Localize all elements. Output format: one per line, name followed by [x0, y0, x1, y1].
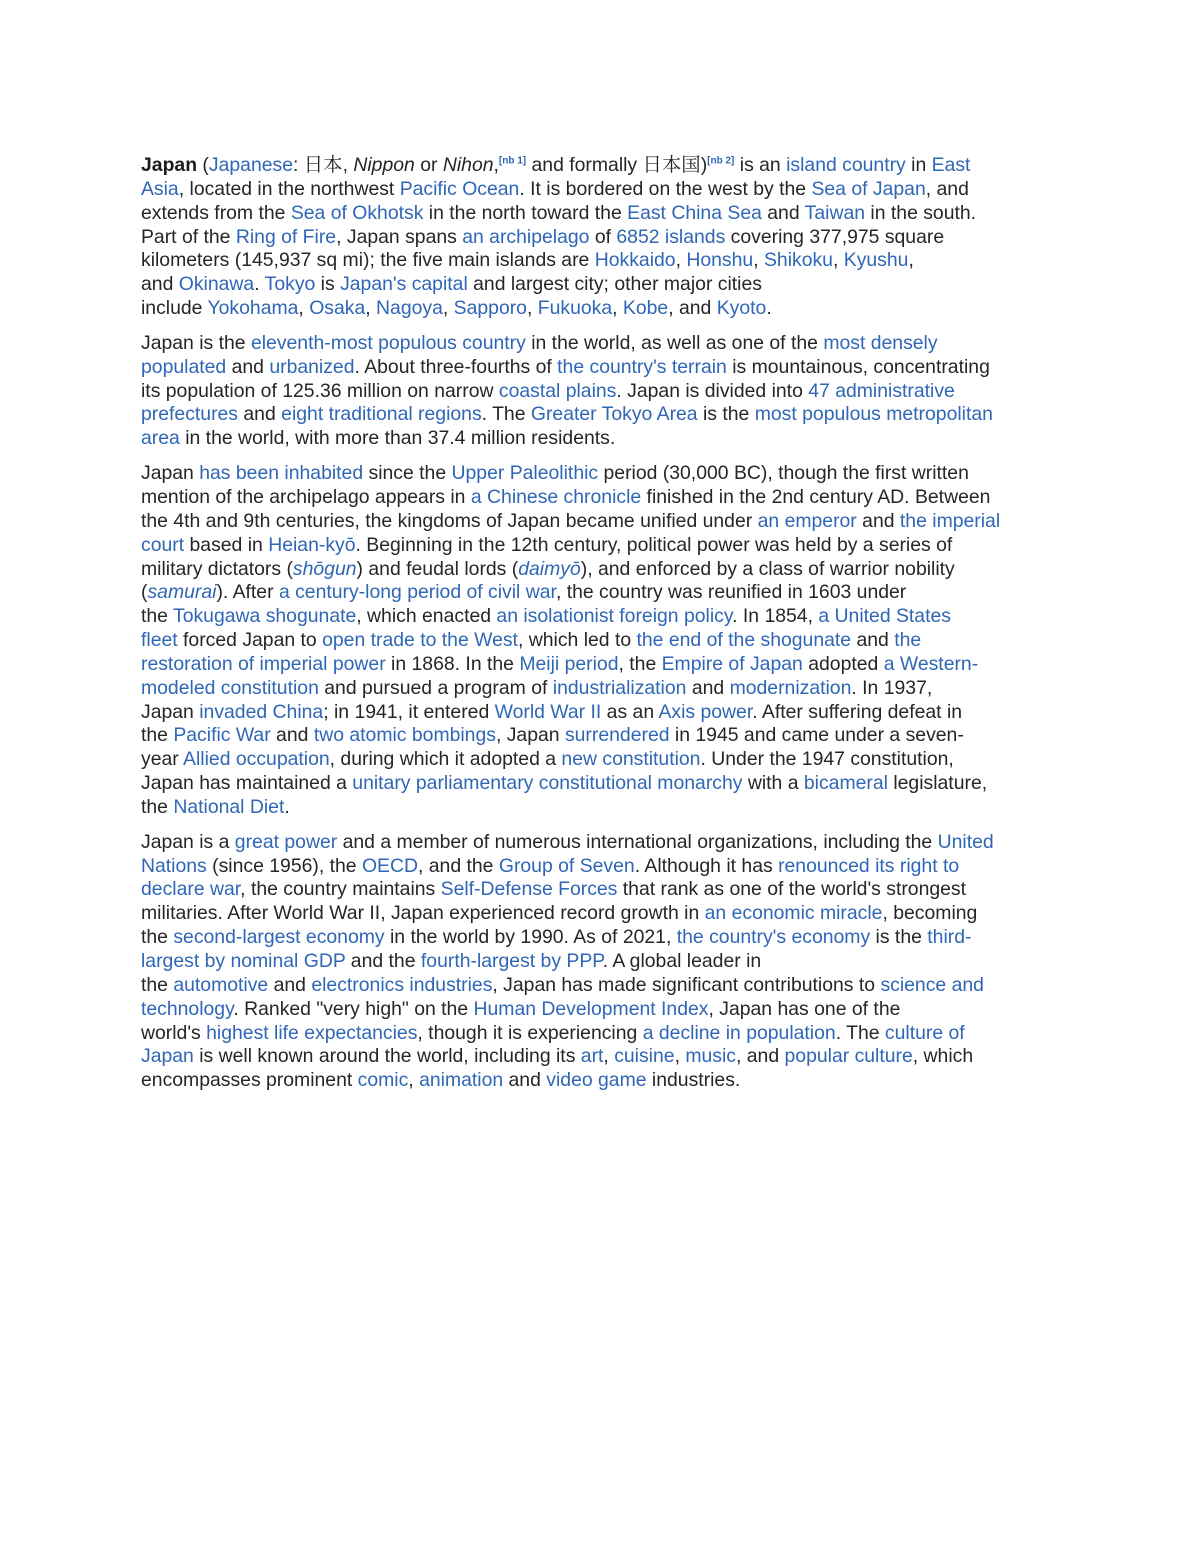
wiki-link[interactable]: new constitution — [561, 748, 701, 771]
wiki-link[interactable]: two atomic bombings — [313, 724, 496, 747]
wiki-link[interactable]: third- largest by nominal GDP — [141, 926, 972, 972]
body-text: industries. — [646, 1069, 741, 1092]
body-text: , — [442, 297, 454, 320]
body-text: in the world, with more than 37.4 million residents. — [179, 427, 616, 450]
wiki-link[interactable]: Shikoku — [763, 249, 833, 272]
wiki-link[interactable]: urbanized — [269, 355, 355, 378]
wiki-link[interactable]: video game — [546, 1069, 647, 1092]
body-text: . Although it has — [634, 854, 779, 877]
body-text: Japan — [141, 462, 200, 485]
wiki-link[interactable]: Pacific War — [173, 724, 271, 747]
body-text: , — [612, 297, 623, 320]
wiki-link[interactable]: Sapporo — [453, 297, 527, 320]
wiki-link[interactable]: Osaka — [309, 297, 366, 320]
wiki-link[interactable]: Okinawa — [178, 273, 255, 296]
body-text: and — [270, 724, 314, 747]
body-text: , — [298, 297, 310, 320]
body-text: . After suffering defeat in the — [141, 700, 963, 747]
body-text: , — [408, 1069, 420, 1092]
body-text: since the — [363, 462, 452, 485]
wiki-link[interactable]: open trade to the West — [322, 629, 518, 652]
wiki-link[interactable]: renounced its right to declare war — [141, 854, 960, 901]
wiki-link[interactable]: Tokugawa shogunate — [173, 605, 357, 628]
wiki-link[interactable]: National Diet — [173, 795, 285, 818]
paragraph-3 — [141, 462, 1059, 820]
wiki-link[interactable]: the country's terrain — [557, 355, 727, 378]
wiki-link[interactable]: 6852 islands — [616, 225, 726, 248]
body-text: with a — [742, 772, 804, 795]
wiki-link[interactable]: Group of Seven — [498, 854, 635, 877]
body-text: , and the — [418, 854, 499, 877]
body-text: , the country maintains — [240, 878, 441, 901]
body-text: , the — [618, 652, 662, 675]
wiki-link[interactable]: modernization — [729, 676, 852, 699]
footnote-ref[interactable]: [nb 2] — [707, 155, 735, 167]
body-text: ), and enforced by a class of warrior nobility ( — [141, 557, 955, 604]
wiki-link[interactable]: comic — [357, 1069, 409, 1092]
body-text: ). After — [216, 581, 279, 604]
wiki-link[interactable]: shōgun — [292, 557, 357, 580]
body-text: . — [766, 297, 772, 320]
body-text: , — [526, 297, 538, 320]
body-text: and — [761, 201, 805, 224]
body-text: Nippon — [353, 154, 415, 176]
body-text: of — [589, 225, 617, 248]
wiki-link[interactable]: Sea of Okhotsk — [290, 201, 424, 224]
body-text: forced Japan to — [177, 629, 323, 652]
wiki-link[interactable]: automotive — [173, 973, 269, 996]
wiki-link[interactable]: Upper Paleolithic — [451, 462, 599, 485]
body-text: , — [753, 249, 764, 272]
body-text: , — [674, 1045, 686, 1068]
body-text: is the — [697, 403, 755, 426]
body-text: . — [254, 273, 265, 296]
wiki-link[interactable]: OECD — [361, 854, 418, 877]
wiki-link[interactable]: an emperor — [757, 509, 857, 532]
wiki-link[interactable]: East Asia — [141, 154, 971, 200]
wiki-link[interactable]: daimyō — [518, 557, 581, 580]
body-text: ( — [197, 154, 209, 176]
body-text: (since 1956), the — [206, 854, 362, 877]
wiki-link[interactable]: industrialization — [552, 676, 687, 699]
body-text: , which led to — [517, 629, 637, 652]
wiki-link[interactable]: most densely populated — [141, 331, 938, 378]
body-text: , — [493, 154, 499, 176]
wiki-link[interactable]: a decline in population — [642, 1021, 836, 1044]
wiki-link[interactable]: animation — [419, 1069, 504, 1092]
body-text: and — [226, 355, 270, 378]
wiki-link[interactable]: popular culture — [784, 1045, 913, 1068]
body-text: and a member of numerous international organizations, including the — [337, 830, 938, 853]
body-text: . About three-fourths of — [354, 355, 558, 378]
body-text: based in — [184, 533, 269, 556]
body-text: . Beginning in the 12th century, political power was held by a series of military dictators ( — [141, 533, 953, 580]
wiki-link[interactable]: electronics industries — [311, 973, 493, 996]
body-text: and — [503, 1069, 547, 1092]
body-text: , during which it adopted a — [329, 748, 562, 771]
body-text: and the — [345, 950, 421, 972]
body-text: that rank as one of the world's strongest militaries. After World War II, Japan experienced record growth in — [141, 878, 967, 925]
body-text: Japan is a — [141, 830, 235, 853]
wiki-link[interactable]: Ring of Fire — [235, 225, 337, 248]
wiki-link[interactable]: a United States fleet — [141, 605, 951, 652]
body-text: Nihon — [442, 154, 494, 176]
wiki-link[interactable]: an economic miracle — [704, 902, 883, 925]
body-text: , — [603, 1045, 615, 1068]
wiki-link[interactable]: culture of Japan — [141, 1021, 965, 1068]
body-text: . In 1937, Japan — [141, 676, 933, 723]
body-text: and — [686, 676, 730, 699]
body-text: in the world, as well as one of the — [525, 331, 824, 354]
body-text: in 1945 and came under a seven- year — [141, 724, 964, 771]
wiki-link[interactable]: invaded China — [199, 700, 324, 723]
body-text: in the north toward the — [423, 201, 628, 224]
body-text: . The — [481, 403, 531, 426]
body-text: is the — [870, 926, 928, 949]
body-text: , which enacted — [356, 605, 497, 628]
wiki-link[interactable]: Axis power — [658, 700, 753, 723]
footnote-ref[interactable]: [nb 1] — [498, 155, 527, 167]
wiki-link[interactable]: the country's economy — [676, 926, 871, 949]
wiki-link[interactable]: art — [580, 1045, 604, 1068]
wiki-link[interactable]: a Chinese chronicle — [470, 485, 642, 508]
body-text: in the world by 1990. As of 2021, — [384, 926, 677, 949]
wiki-link[interactable]: science and technology — [141, 973, 984, 1020]
wiki-link[interactable]: the restoration of imperial power — [141, 629, 922, 675]
wiki-link[interactable]: Heian-kyō — [268, 533, 356, 556]
wiki-link[interactable]: Human Development Index — [473, 997, 709, 1020]
paragraph-4 — [141, 831, 1059, 1093]
body-text: . The — [835, 1021, 885, 1044]
body-text: and — [238, 403, 282, 426]
body-text: adopted — [802, 652, 884, 675]
wiki-link[interactable]: the imperial court — [141, 509, 1001, 556]
wiki-link[interactable]: Pacific Ocean — [399, 177, 520, 200]
body-text: . In 1854, — [732, 605, 819, 628]
wiki-link[interactable]: Fukuoka — [537, 297, 613, 320]
body-text: , and — [735, 1045, 785, 1068]
body-text: . A global leader in the — [141, 950, 762, 996]
wiki-link[interactable]: Self-Defense Forces — [440, 878, 618, 901]
wiki-link[interactable]: Kobe — [622, 297, 669, 320]
body-text: or — [414, 154, 443, 176]
wiki-link[interactable]: United Nations — [141, 830, 994, 877]
wiki-link[interactable]: has been inhabited — [199, 462, 364, 485]
wiki-link[interactable]: bicameral — [803, 772, 888, 795]
article-subject: Japan — [141, 154, 198, 176]
body-text: in the south. Part of the — [141, 201, 977, 248]
wiki-link[interactable]: Sea of Japan — [811, 177, 926, 200]
wiki-link[interactable]: eight traditional regions — [281, 403, 482, 426]
body-text: , and — [668, 297, 717, 320]
body-text: ; in 1941, it entered — [323, 700, 495, 723]
body-text: and pursued a program of — [318, 676, 553, 699]
wiki-link[interactable]: Yokohama — [207, 297, 299, 320]
body-text: . — [284, 795, 290, 818]
wiki-link[interactable]: a Western- modeled constitution — [141, 652, 979, 699]
wiki-link[interactable]: Allied occupation — [183, 748, 330, 771]
wiki-link[interactable]: highest life expectancies — [206, 1021, 418, 1044]
wiki-link[interactable]: Japan's capital — [340, 273, 468, 296]
wiki-link[interactable]: Nagoya — [376, 297, 443, 320]
body-text: in — [905, 154, 932, 176]
body-text: is — [315, 273, 341, 296]
wiki-link[interactable]: World War II — [494, 700, 602, 723]
wiki-link[interactable]: Hokkaido — [594, 249, 676, 272]
body-text: , — [675, 249, 687, 272]
wiki-link[interactable]: fourth-largest by PPP — [420, 950, 603, 972]
body-text: , Japan has made significant contributions to — [492, 973, 881, 996]
wiki-link[interactable]: samurai — [147, 581, 217, 604]
body-text: and — [851, 629, 895, 652]
body-text: , Japan spans — [336, 225, 463, 248]
body-text: , Japan — [495, 724, 565, 747]
body-text: as an — [601, 700, 659, 723]
body-text: is well known around the world, including its — [193, 1045, 581, 1068]
wiki-link[interactable]: surrendered — [564, 724, 670, 747]
body-text: legislature, the — [141, 772, 988, 818]
body-text: , — [365, 297, 377, 320]
wiki-link[interactable]: Meiji period — [519, 652, 619, 675]
wiki-link[interactable]: Honshu — [686, 249, 754, 272]
body-text: and — [268, 973, 312, 996]
wiki-link[interactable]: 47 administrative prefectures — [141, 379, 955, 426]
body-text: period (30,000 BC), though the first written mention of the archipelago appears in — [141, 462, 969, 508]
wiki-link[interactable]: second-largest economy — [173, 926, 385, 949]
body-text: , the country was reunified in 1603 under the — [141, 581, 907, 628]
body-text: and largest city; other major cities include — [141, 273, 762, 320]
body-text: , — [832, 249, 844, 272]
wiki-link[interactable]: Greater Tokyo Area — [530, 403, 698, 426]
wiki-link[interactable]: Tokyo — [264, 273, 316, 296]
wiki-link[interactable]: a century-long period of civil war — [278, 581, 556, 604]
body-text: , and extends from the — [141, 177, 969, 224]
document-body — [141, 154, 1059, 1104]
paragraph-2 — [141, 332, 1059, 451]
wiki-link[interactable]: Japanese — [208, 154, 294, 176]
wiki-link[interactable]: an isolationist foreign policy — [496, 605, 733, 628]
body-text: finished in the 2nd century AD. Between the 4th and 9th centuries, the kingdoms of Japan became unified under — [141, 485, 991, 532]
wiki-link[interactable]: great power — [234, 830, 338, 853]
body-text: and — [856, 509, 900, 532]
body-text: . Ranked "very high" on the — [233, 997, 474, 1020]
paragraph-1 — [141, 154, 1059, 321]
wiki-link[interactable]: island country — [786, 154, 906, 176]
wiki-link[interactable]: unitary parliamentary constitutional monarchy — [352, 772, 743, 795]
body-text: , which encompasses prominent — [141, 1045, 974, 1092]
wiki-link[interactable]: the end of the shogunate — [636, 629, 852, 652]
wiki-link[interactable]: coastal plains — [498, 379, 617, 402]
body-text: is an — [734, 154, 787, 176]
wiki-link[interactable]: Kyushu — [843, 249, 909, 272]
wiki-link[interactable]: cuisine — [614, 1045, 675, 1068]
body-text: , located in the northwest — [178, 177, 400, 200]
wiki-link[interactable]: music — [685, 1045, 736, 1068]
body-text: in 1868. In the — [385, 652, 520, 675]
body-text: , though it is experiencing — [417, 1021, 643, 1044]
wiki-link[interactable]: eleventh-most populous country — [250, 331, 526, 354]
body-text: covering 377,975 square kilometers (145,937 sq mi); the five main islands are — [141, 225, 945, 272]
wiki-link[interactable]: East China Sea — [627, 201, 762, 224]
body-text: is mountainous, concentrating its population of 125.36 million on narrow — [141, 355, 990, 402]
body-text: . Japan is divided into — [616, 379, 809, 402]
wiki-link[interactable]: an archipelago — [462, 225, 590, 248]
body-text: , Japan has one of the world's — [141, 997, 901, 1044]
body-text: , becoming the — [141, 902, 978, 949]
wiki-link[interactable]: Taiwan — [804, 201, 866, 224]
wiki-link[interactable]: most populous metropolitan area — [141, 403, 993, 450]
wiki-link[interactable]: Kyoto — [716, 297, 767, 320]
body-text: , and — [141, 249, 914, 296]
body-text: : 日本, — [293, 154, 354, 176]
wiki-link[interactable]: Empire of Japan — [661, 652, 803, 675]
body-text: . Under the 1947 constitution, Japan has maintained a — [141, 748, 954, 795]
body-text: . It is bordered on the west by the — [519, 177, 812, 200]
body-text: ) and feudal lords ( — [356, 557, 519, 580]
body-text: and formally 日本国) — [526, 154, 708, 176]
body-text: Japan is the — [141, 331, 251, 354]
